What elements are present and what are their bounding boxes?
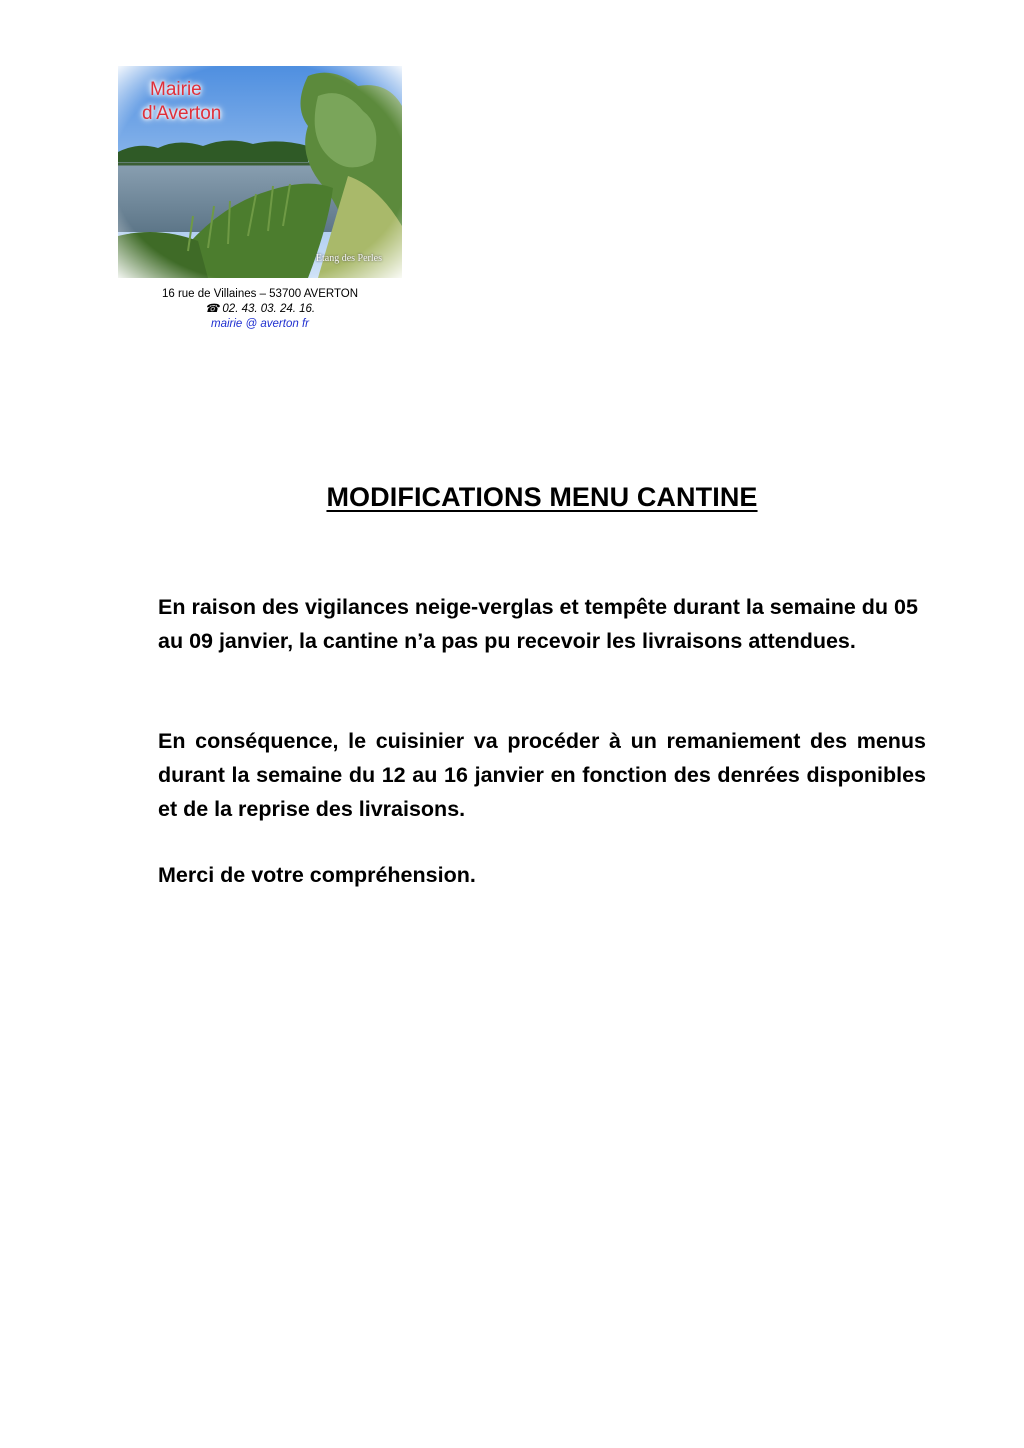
mairie-logo	[118, 66, 402, 278]
phone-number: 02. 43. 03. 24. 16.	[222, 303, 316, 315]
phone-line	[118, 302, 402, 317]
logo-title-line2: d'Averton	[142, 103, 222, 124]
paragraph-2: En conséquence, le cuisinier va procéder à un remaniement des menus durant la semaine du 12 au 16 janvier en fonction des denrées disponibles et de la reprise des livraisons.	[158, 729, 926, 821]
logo-title-line1: Mairie	[150, 79, 202, 100]
logo-title	[142, 78, 222, 126]
contact-block	[118, 287, 402, 332]
document-title: MODIFICATIONS MENU CANTINE	[326, 482, 758, 512]
logo-caption: Etang des Perles	[315, 253, 382, 264]
phone-icon: ☎	[204, 303, 220, 315]
address: 16 rue de Villaines – 53700 AVERTON	[161, 288, 359, 300]
paragraph-1: En raison des vigilances neige-verglas et tempête durant la semaine du 05 au 09 janvier, la cantine n’a pas pu recevoir les livraisons attendues.	[158, 595, 918, 653]
email-link[interactable]: mairie @ averton fr	[211, 318, 309, 330]
paragraph-3: Merci de votre compréhension.	[158, 863, 476, 887]
